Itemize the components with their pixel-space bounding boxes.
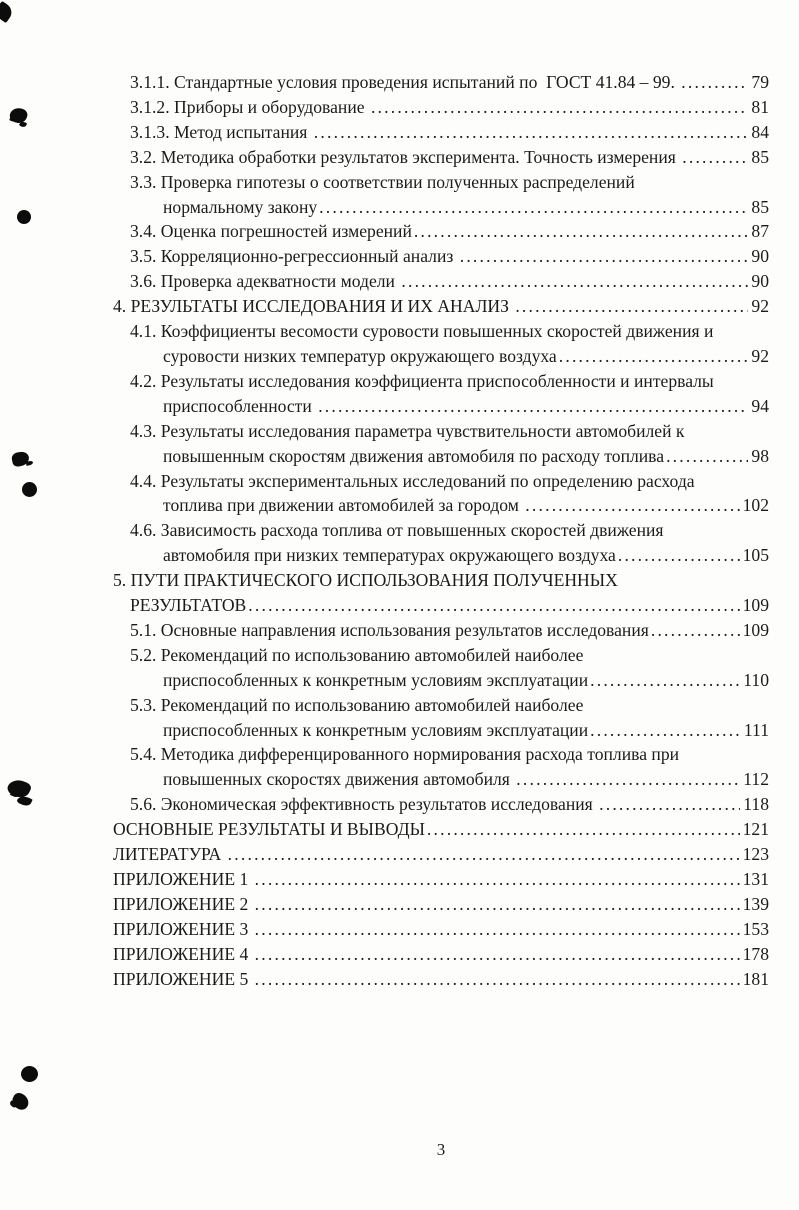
toc-entry <box>113 842 769 867</box>
toc-entry-text: 5. ПУТИ ПРАКТИЧЕСКОГО ИСПОЛЬЗОВАНИЯ ПОЛУЧЕННЫХ <box>113 570 618 591</box>
dot-leader <box>559 344 749 369</box>
toc-page-ref: 112 <box>743 769 769 790</box>
toc-entry-text: суровости низких температур окружающего воздуха <box>163 345 557 366</box>
toc-page-ref: 84 <box>751 121 769 142</box>
ink-blob <box>11 450 31 467</box>
toc-page-ref: 181 <box>742 968 769 989</box>
ink-blob <box>9 1091 31 1112</box>
toc-entry-line <box>113 568 769 593</box>
toc-entry-line <box>163 767 769 792</box>
toc-entry-line <box>130 145 769 170</box>
toc-entry-text: 3.2. Методика обработки результатов эксперимента. Точность измерения <box>130 146 681 167</box>
toc-entry-text: автомобиля при низких температурах окружающего воздуха <box>163 545 616 566</box>
toc-entry-line <box>163 668 769 693</box>
toc-entry <box>130 618 769 643</box>
toc-entry-text: приспособленных к конкретным условиям эксплуатации <box>163 669 589 690</box>
toc-entry-text: приспособленности <box>163 395 317 416</box>
ink-blob <box>0 1 15 23</box>
toc-entry-text: 5.2. Рекомендаций по использованию автомобилей наиболее <box>130 644 584 665</box>
toc-page-ref: 109 <box>742 595 769 616</box>
dot-leader <box>681 70 748 95</box>
toc-entry-text: РЕЗУЛЬТАТОВ <box>130 595 247 616</box>
toc-entry-text: ПРИЛОЖЕНИЕ 3 <box>113 918 253 939</box>
toc-entry-text: 5.4. Методика дифференцированного нормирования расхода топлива при <box>130 744 680 765</box>
ink-blob <box>22 482 37 497</box>
toc-entry <box>113 867 769 892</box>
toc-entry-line <box>113 842 769 867</box>
toc-entry <box>113 917 769 942</box>
dot-leader <box>515 294 748 319</box>
toc-page-ref: 109 <box>742 619 769 640</box>
toc-entry-line <box>130 219 769 244</box>
toc-entry-text: 4.2. Результаты исследования коэффициента приспособленности и интервалы <box>130 370 714 391</box>
dot-leader <box>314 120 749 145</box>
toc-entry <box>130 742 769 792</box>
toc-entry-text: ПРИЛОЖЕНИЕ 2 <box>113 893 253 914</box>
toc-entry <box>130 219 769 244</box>
toc-entry <box>130 70 769 95</box>
toc-page-ref: 123 <box>742 844 769 865</box>
toc-page-ref: 102 <box>742 495 769 516</box>
toc-entry-text: ЛИТЕРАТУРА <box>113 844 226 865</box>
toc-page-ref: 90 <box>751 271 769 292</box>
toc-entry-text: 5.6. Экономическая эффективность результатов исследования <box>130 794 598 815</box>
toc-entry-text: 4.1. Коэффициенты весомости суровости повышенных скоростей движения и <box>130 321 714 342</box>
toc-entry-text: 4. РЕЗУЛЬТАТЫ ИССЛЕДОВАНИЯ И ИХ АНАЛИЗ <box>113 296 514 317</box>
toc-page-ref: 85 <box>751 196 769 217</box>
toc-entry-text: повышенных скоростях движения автомобиля <box>163 769 515 790</box>
toc-entry-line <box>130 120 769 145</box>
toc-entry-line <box>130 469 769 494</box>
toc-entry-text: 4.3. Результаты исследования параметра чувствительности автомобилей к <box>130 420 685 441</box>
toc-entry-line <box>163 543 769 568</box>
toc-entry-text: 3.4. Оценка погрешностей измерений <box>130 221 412 242</box>
dot-leader <box>319 195 748 220</box>
dot-leader <box>255 942 740 967</box>
toc-page-ref: 94 <box>751 395 769 416</box>
toc-page-ref: 153 <box>742 918 769 939</box>
ink-blob <box>21 1066 38 1082</box>
toc-entry <box>113 568 769 618</box>
toc-page-ref: 139 <box>742 893 769 914</box>
toc-entry-text: ПРИЛОЖЕНИЕ 5 <box>113 968 253 989</box>
toc-entry <box>130 120 769 145</box>
toc-entry-line <box>163 493 769 518</box>
toc-entry <box>130 95 769 120</box>
toc-entry <box>113 294 769 319</box>
toc-entry-line <box>113 942 769 967</box>
toc-entry-line <box>130 70 769 95</box>
toc-entry-line <box>113 294 769 319</box>
toc-entry-line <box>130 618 769 643</box>
toc-entry-text: 3.1.3. Метод испытания <box>130 121 312 142</box>
toc-entry <box>130 269 769 294</box>
toc-page-ref: 110 <box>743 669 769 690</box>
toc-entry <box>130 693 769 743</box>
toc-entry-line <box>113 867 769 892</box>
dot-leader <box>427 817 740 842</box>
toc-entry <box>130 419 769 469</box>
dot-leader <box>516 767 740 792</box>
toc-entry-line <box>130 593 769 618</box>
toc-entry-line <box>130 792 769 817</box>
dot-leader <box>248 593 739 618</box>
toc-page-ref: 87 <box>751 221 769 242</box>
toc-entry-line <box>130 95 769 120</box>
toc-page-ref: 111 <box>743 719 769 740</box>
toc-entry-text: 3.1.2. Приборы и оборудование <box>130 96 369 117</box>
toc-page-ref: 105 <box>742 545 769 566</box>
toc-entry-text: повышенным скоростям движения автомобиля по расходу топлива <box>163 445 665 466</box>
dot-leader <box>318 394 748 419</box>
ink-blob <box>17 210 31 224</box>
toc-entry-text: 5.1. Основные направления использования результатов исследования <box>130 619 649 640</box>
dot-leader <box>371 95 748 120</box>
toc-page-ref: 131 <box>742 869 769 889</box>
toc-entry-line <box>163 344 769 369</box>
dot-leader <box>682 145 748 170</box>
toc-entry-text: 3.5. Корреляционно-регрессионный анализ <box>130 246 458 267</box>
toc-entry-text: топлива при движении автомобилей за городом <box>163 495 524 516</box>
toc-page-ref: 98 <box>751 445 769 466</box>
dot-leader <box>599 792 740 817</box>
dot-leader <box>460 244 749 269</box>
dot-leader <box>590 668 740 693</box>
toc-entry <box>130 244 769 269</box>
dot-leader <box>255 867 740 892</box>
dot-leader <box>255 917 740 942</box>
toc-entry-line <box>130 643 769 668</box>
toc-entry-line <box>113 917 769 942</box>
toc-entry-line <box>130 269 769 294</box>
toc-entry-line <box>113 967 769 992</box>
toc-entry <box>113 942 769 967</box>
dot-leader <box>590 718 741 743</box>
toc-entry <box>130 518 769 568</box>
toc-entry-line <box>130 693 769 718</box>
toc-entry-text: ОСНОВНЫЕ РЕЗУЛЬТАТЫ И ВЫВОДЫ <box>113 819 425 840</box>
dot-leader <box>618 543 740 568</box>
toc-entry-text: 5.3. Рекомендаций по использованию автомобилей наиболее <box>130 694 584 715</box>
toc-entry-line <box>130 244 769 269</box>
toc-entry-line <box>163 444 769 469</box>
ink-blob <box>8 106 29 126</box>
toc-page-ref: 121 <box>742 819 769 840</box>
toc-entry-text: 4.6. Зависимость расхода топлива от повышенных скоростей движения <box>130 520 664 541</box>
toc-entry-text: нормальному закону <box>163 196 318 217</box>
toc-entry-text: 4.4. Результаты экспериментальных исследований по определению расхода <box>130 470 695 491</box>
dot-leader <box>255 967 740 992</box>
dot-leader <box>525 493 739 518</box>
toc-page-ref: 92 <box>751 296 769 317</box>
toc-page-ref: 79 <box>751 72 769 92</box>
dot-leader <box>651 618 740 643</box>
toc-page-ref: 178 <box>742 943 769 964</box>
dot-leader <box>414 219 749 244</box>
toc-page-ref: 81 <box>751 96 769 117</box>
toc-entry-text: 3.3. Проверка гипотезы о соответствии полученных распределений <box>130 171 635 192</box>
toc-entry-line <box>130 742 769 767</box>
toc-entry-line <box>130 419 769 444</box>
dot-leader <box>255 892 740 917</box>
toc-entry <box>130 643 769 693</box>
toc-entry <box>113 817 769 842</box>
toc-entry-line <box>163 718 769 743</box>
toc-entry-line <box>163 394 769 419</box>
page-number: 3 <box>436 1140 446 1159</box>
toc-entry <box>130 469 769 519</box>
toc-entry-text: ПРИЛОЖЕНИЕ 4 <box>113 943 253 964</box>
toc-entry-line <box>163 195 769 220</box>
toc-entry-line <box>130 170 769 195</box>
toc-entry <box>130 145 769 170</box>
dot-leader <box>666 444 748 469</box>
toc-entry-line <box>113 817 769 842</box>
toc-page-ref: 85 <box>751 146 769 167</box>
toc-entry-text: 3.6. Проверка адекватности модели <box>130 271 400 292</box>
toc-entry <box>113 892 769 917</box>
toc-entry-text: приспособленных к конкретным условиям эксплуатации <box>163 719 589 740</box>
toc-entry-line <box>130 319 769 344</box>
toc-page-ref: 118 <box>743 794 769 815</box>
dot-leader <box>228 842 740 867</box>
toc-page-ref: 90 <box>751 246 769 267</box>
toc-entry <box>130 319 769 369</box>
toc-entry <box>113 967 769 992</box>
toc-entry-text: ПРИЛОЖЕНИЕ 1 <box>113 869 253 889</box>
toc-entry-line <box>130 518 769 543</box>
toc-entry <box>130 369 769 419</box>
toc-entry-line <box>113 892 769 917</box>
toc-page-ref: 92 <box>751 345 769 366</box>
toc-entry <box>130 170 769 220</box>
table-of-contents <box>113 70 769 992</box>
ink-blob <box>5 776 32 800</box>
toc-entry <box>130 792 769 817</box>
toc-entry-text: 3.1.1. Стандартные условия проведения испытаний по ГОСТ 41.84 – 99. <box>130 72 680 92</box>
toc-entry-line <box>130 369 769 394</box>
dot-leader <box>401 269 748 294</box>
